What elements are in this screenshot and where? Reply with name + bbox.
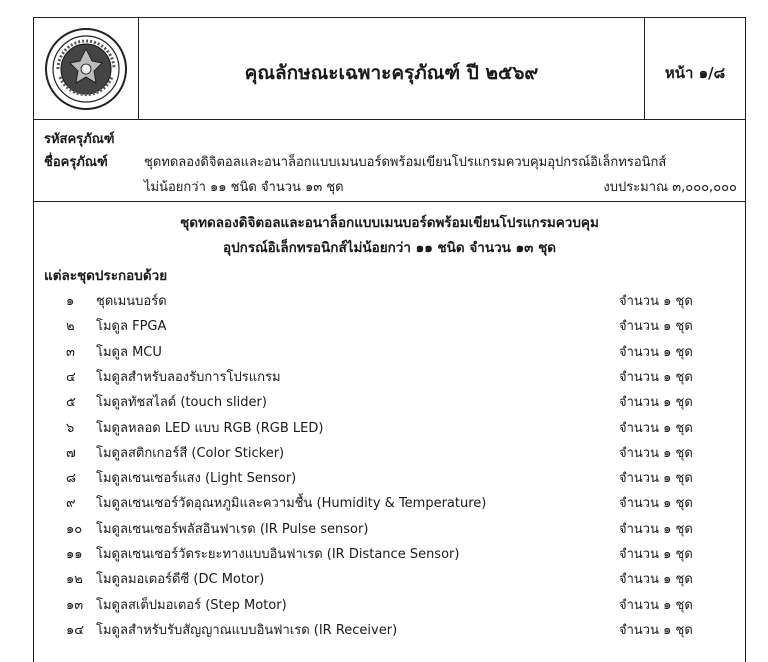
item-quantity: จำนวน ๑ ชุด	[619, 344, 693, 360]
page-number: หน้า ๑/๘	[664, 63, 726, 82]
list-item	[34, 417, 745, 441]
item-quantity: จำนวน ๑ ชุด	[619, 395, 693, 411]
item-quantity: จำนวน ๑ ชุด	[619, 319, 693, 335]
list-item	[34, 543, 745, 567]
item-number: ๑๒	[66, 572, 83, 588]
item-number: ๖	[66, 420, 75, 436]
item-name-line2: ไม่น้อยกว่า ๑๑ ชนิด จำนวน ๑๓ ชุด	[144, 180, 344, 195]
item-quantity: จำนวน ๑ ชุด	[619, 572, 693, 588]
item-name: โมดูลสติกเกอร์สี (Color Sticker)	[96, 445, 285, 461]
list-item	[34, 568, 745, 592]
item-number: ๗	[66, 445, 76, 461]
item-quantity: จำนวน ๑ ชุด	[619, 521, 693, 537]
item-number: ๓	[66, 344, 75, 360]
item-info-section	[33, 120, 746, 202]
list-item	[34, 315, 745, 339]
spec-heading-line1: ชุดทดลองดิจิตอลและอนาล็อกแบบเมนบอร์ดพร้อมเขียนโปรแกรมควบคุม	[180, 215, 599, 231]
item-quantity: จำนวน ๑ ชุด	[619, 496, 693, 512]
item-number: ๘	[66, 471, 77, 487]
header-table	[33, 17, 746, 120]
item-name: โมดูลสเต็ปมอเตอร์ (Step Motor)	[96, 597, 287, 613]
item-number: ๔	[66, 369, 76, 385]
item-name: โมดูลสำหรับลองรับการโปรแกรม	[96, 369, 281, 385]
item-name: โมดูลทัชสไลด์ (touch slider)	[96, 395, 267, 411]
list-item	[34, 467, 745, 491]
item-quantity: จำนวน ๑ ชุด	[619, 597, 693, 613]
item-number: ๑๐	[66, 521, 83, 537]
item-name: โมดูลเซนเซอร์แสง (Light Sensor)	[96, 471, 297, 487]
list-item	[34, 619, 745, 643]
spec-heading-line2: อุปกรณ์อิเล็กทรอนิกส์ไม่น้อยกว่า ๑๑ ชนิด จำนวน ๑๓ ชุด	[222, 240, 557, 256]
list-item	[34, 518, 745, 542]
list-item	[34, 366, 745, 390]
list-item	[34, 492, 745, 516]
ministry-seal-logo	[44, 27, 128, 111]
item-name: โมดูลเซนเซอร์วัดระยะทางแบบอินฟาเรด (IR Distance Sensor)	[96, 547, 460, 562]
item-quantity: จำนวน ๑ ชุด	[619, 420, 693, 436]
item-number: ๑	[66, 294, 75, 309]
item-number: ๑๓	[66, 597, 84, 613]
item-number: ๙	[66, 496, 76, 512]
item-number: ๒	[66, 319, 75, 335]
list-item	[34, 442, 745, 466]
item-code-label: รหัสครุภัณฑ์	[44, 132, 115, 147]
document-title: คุณลักษณะเฉพาะครุภัณฑ์ ปี ๒๕๖๙	[139, 18, 645, 119]
list-item	[34, 341, 745, 365]
item-quantity: จำนวน ๑ ชุด	[619, 547, 693, 562]
item-number: ๕	[66, 395, 76, 411]
item-quantity: จำนวน ๑ ชุด	[619, 471, 693, 487]
logo-cell	[34, 18, 139, 119]
list-item	[34, 391, 745, 415]
item-name-line1: ชุดทดลองดิจิตอลและอนาล็อกแบบเมนบอร์ดพร้อมเขียนโปรแกรมควบคุมอุปกรณ์อิเล็กทรอนิกส์	[144, 155, 667, 170]
list-item	[34, 594, 745, 618]
item-name: โมดูล MCU	[96, 344, 162, 360]
specification-body	[33, 202, 746, 662]
list-item	[34, 290, 745, 314]
item-name-label: ชื่อครุภัณฑ์	[44, 155, 108, 170]
item-quantity: จำนวน ๑ ชุด	[619, 369, 693, 385]
item-quantity: จำนวน ๑ ชุด	[619, 294, 693, 309]
item-number: ๑๔	[66, 622, 85, 638]
item-quantity: จำนวน ๑ ชุด	[619, 445, 693, 461]
item-name: โมดูลเซนเซอร์วัดอุณหภูมิและความชื้น (Humidity & Temperature)	[96, 496, 487, 512]
item-name: โมดูลเซนเซอร์พลัสอินฟาเรด (IR Pulse sensor)	[96, 521, 369, 537]
item-name: โมดูล FPGA	[96, 319, 167, 335]
item-number: ๑๑	[66, 547, 83, 562]
item-quantity: จำนวน ๑ ชุด	[619, 622, 693, 638]
item-name: โมดูลหลอด LED แบบ RGB (RGB LED)	[96, 420, 324, 436]
item-name: โมดูลมอเตอร์ดีซี (DC Motor)	[96, 572, 265, 588]
item-name: โมดูลสำหรับรับสัญญาณแบบอินฟาเรด (IR Receiver)	[96, 622, 398, 638]
budget-amount: งบประมาณ ๓,๐๐๐,๐๐๐	[603, 180, 737, 195]
section-label: แต่ละชุดประกอบด้วย	[44, 268, 168, 284]
item-name: ชุดเมนบอร์ด	[96, 294, 167, 309]
